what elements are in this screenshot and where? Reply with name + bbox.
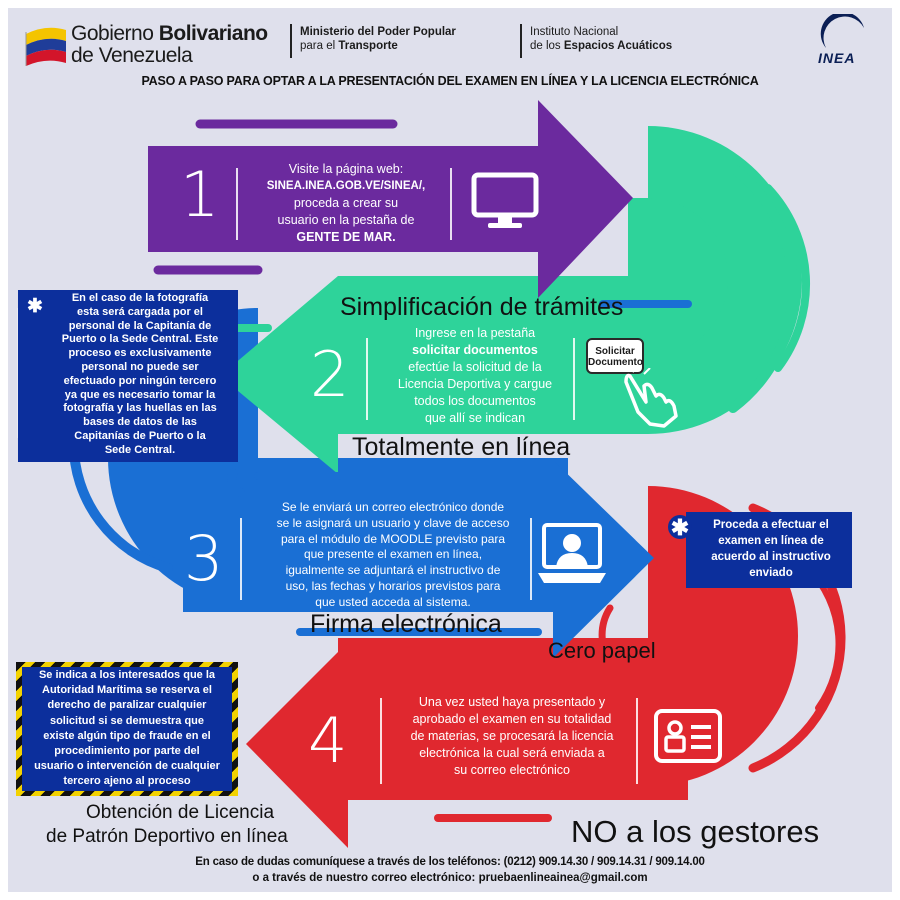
warning-note-line3: derecho de paralizar cualquier	[47, 699, 207, 712]
overlay-cero-papel: Cero papel	[548, 638, 656, 663]
photo-note-line4: Puerto o la Sede Central. Este	[61, 333, 219, 346]
exam-note-line1: Proceda a efectuar el	[713, 519, 829, 531]
monitor-icon	[470, 171, 540, 236]
id-card-icon	[653, 708, 723, 769]
step3-text	[248, 500, 538, 611]
photo-note-line1: En el caso de la fotografía	[71, 292, 209, 304]
step1-line2: SINEA.INEA.GOB.VE/SINEA/,	[266, 180, 426, 192]
photo-note-line3: personal de la Capitanía de	[68, 319, 212, 332]
step2-text	[380, 325, 570, 427]
photo-note-line7: efectuado por ningún tercero	[63, 374, 217, 387]
photo-note-line12: Sede Central.	[104, 443, 176, 456]
step2-line2: solicitar documentos	[412, 343, 538, 357]
photo-note-line8: ya que es necesario tomar la	[64, 388, 216, 401]
step3-line1: Se le enviará un correo electrónico donde	[281, 500, 505, 514]
footer-line1: En caso de dudas comuníquese a través de los teléfonos: (0212) 909.14.30 / 909.14.31 / 909.14.00	[195, 856, 705, 868]
step1-line4: usuario en la pestaña de	[277, 213, 415, 227]
step1-text	[258, 161, 434, 246]
step2-line1: Ingrese en la pestaña	[414, 326, 536, 340]
exam-note-line3: acuerdo al instructivo	[711, 551, 831, 563]
ministry-line2-a: para el	[300, 40, 339, 52]
gov-line1-b: Bolivariano	[158, 22, 268, 45]
inea-logo-text: INEA	[818, 50, 856, 66]
infographic-frame	[8, 8, 892, 892]
ministry-line2-b: Transporte	[338, 40, 398, 52]
user-laptop-icon	[536, 523, 610, 594]
warning-note-line6: procedimiento por parte del	[54, 745, 200, 758]
warning-note-line8: tercero ajeno al proceso	[63, 775, 191, 788]
warning-note-line5: existe algún tipo de fraude en el	[43, 729, 211, 742]
step2-icon-separator	[573, 338, 575, 420]
warning-note-line2: Autoridad Marítima se reserva el	[42, 684, 212, 697]
photo-note-line10: bases de datos de las	[83, 416, 197, 429]
step2-line6: que allí se indican	[424, 411, 526, 425]
exam-note-line2: examen en línea de	[718, 535, 824, 547]
institute-line2-a: de los	[530, 40, 564, 52]
step1-line5: GENTE DE MAR.	[296, 230, 396, 244]
step3-icon-separator	[530, 518, 532, 600]
overlay-simplificacion: Simplificación de trámites	[340, 293, 624, 321]
gov-line1-a: Gobierno	[71, 22, 159, 45]
step1-line1: Visite la página web:	[288, 162, 404, 176]
step3-separator	[240, 518, 242, 600]
step3-line4: que presente el examen en línea,	[303, 547, 483, 562]
overlay-no-gestores: NO a los gestores	[571, 814, 820, 849]
overlay-obtencion-2: de Patrón Deportivo en línea	[46, 826, 288, 847]
step4-line5: su correo electrónico	[453, 763, 571, 777]
photo-note-line2: esta será cargada por el	[77, 305, 203, 318]
step1-number: 1	[180, 158, 220, 231]
exam-note-line4: enviado	[749, 567, 793, 579]
asterisk-icon-2: ✱	[668, 515, 692, 539]
step4-line3: de materias, se procesará la licencia	[410, 729, 614, 743]
step1-separator	[236, 168, 238, 240]
step3-line3: para el módulo de MOODLE previsto para	[280, 531, 506, 546]
overlay-firma: Firma electrónica	[310, 610, 502, 638]
step3-line5: igualmente se adjuntará el instructivo de	[285, 563, 501, 578]
step2-number: 2	[310, 338, 350, 411]
step1-line3: proceda a crear su	[293, 196, 399, 210]
warning-note-text	[22, 668, 232, 790]
step4-line4: electrónica la cual será enviada a	[419, 746, 605, 760]
step2-separator	[366, 338, 368, 420]
step2-line4: Licencia Deportiva y cargue	[397, 377, 553, 391]
step3-line2: se le asignará un usuario y clave de acceso	[276, 515, 510, 530]
step3-number: 3	[184, 522, 224, 595]
photo-note-line5: proceso es exclusivamente	[68, 347, 212, 360]
photo-note-line11: Capitanías de Puerto o la	[74, 429, 206, 442]
ministry-line1: Ministerio del Poder Popular	[300, 26, 456, 38]
solicitar-documento-label: Solicitar Documento	[588, 346, 643, 368]
step1-icon-separator	[450, 168, 452, 240]
step3-line7: que usted acceda al sistema.	[315, 594, 471, 609]
step4-line2: aprobado el examen en su totalidad	[412, 712, 612, 726]
warning-note-line4: solicitud si se demuestra que	[49, 714, 205, 727]
overlay-totalmente: Totalmente en línea	[352, 433, 571, 461]
overlay-obtencion-1: Obtención de Licencia	[86, 802, 275, 823]
step2-line5: todos los documentos	[414, 394, 536, 408]
footer-line2: o a través de nuestro correo electrónico: pruebaenlineainea@gmail.com	[252, 872, 648, 884]
gov-line2: de Venezuela	[71, 44, 193, 67]
institute-line1: Instituto Nacional	[530, 26, 619, 38]
hand-pointer-icon	[620, 368, 680, 433]
step4-line1: Una vez usted haya presentado y	[418, 695, 606, 709]
asterisk-icon: ✱	[27, 296, 43, 317]
photo-note-line9: fotografía y las huellas en las	[63, 402, 217, 415]
step4-icon-separator	[636, 698, 638, 784]
exam-note-text	[692, 517, 850, 581]
step3-line6: uso, las fechas y horarios previstos para	[285, 578, 501, 593]
warning-note-line7: usuario o intervención de cualquier	[34, 760, 220, 773]
page-title: PASO A PASO PARA OPTAR A LA PRESENTACIÓN DEL EXAMEN EN LÍNEA Y LA LICENCIA ELECTRÓNICA	[141, 74, 759, 88]
institute-line2-b: Espacios Acuáticos	[563, 40, 673, 52]
photo-note-line6: personal no puede ser	[81, 360, 199, 373]
step4-number: 4	[308, 704, 348, 777]
step4-separator	[380, 698, 382, 784]
warning-note-line1: Se indica a los interesados que la	[38, 669, 216, 681]
photo-note-text	[44, 292, 236, 458]
step2-line3: efectúe la solicitud de la	[408, 360, 542, 374]
step4-text	[394, 694, 630, 779]
